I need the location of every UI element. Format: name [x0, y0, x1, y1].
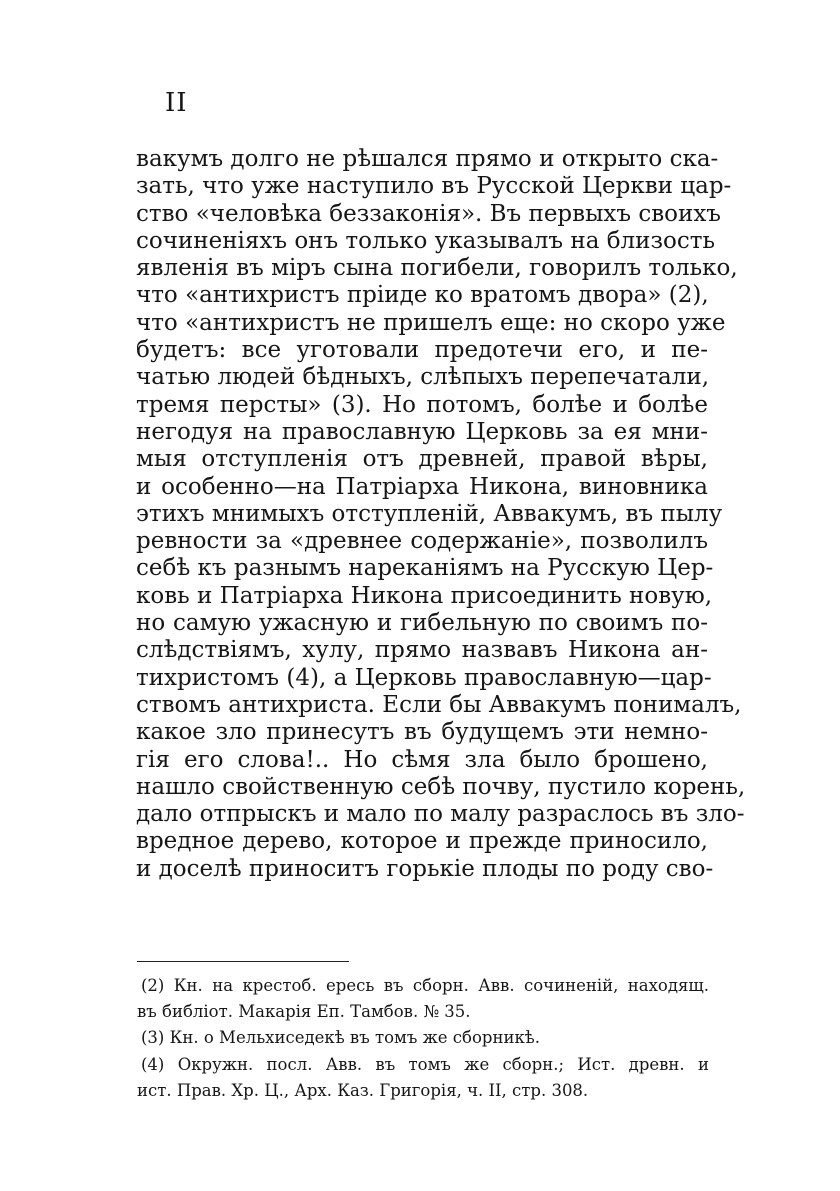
- text-line: явленія въ міръ сына погибели, говорилъ только,: [136, 255, 738, 282]
- text-line: вредное дерево, которое и прежде приносило,: [136, 828, 708, 855]
- text-line: какое зло принесутъ въ будущемъ эти немно-: [136, 719, 708, 746]
- text-line: гія его слова!.. Но сѣмя зла было брошено,: [136, 746, 708, 773]
- text-line: тремя персты» (3). Но потомъ, болѣе и болѣе: [136, 391, 708, 418]
- text-line: что «антихристъ не пришелъ еще: но скоро уже: [136, 309, 726, 336]
- text-line: этихъ мнимыхъ отступленій, Аввакумъ, въ пылу: [136, 500, 723, 527]
- text-line: будетъ: все уготовали предотечи его, и пе-: [136, 337, 708, 364]
- footnotes: [137, 973, 709, 1104]
- text-line: и доселѣ приноситъ горькіе плоды по роду сво-: [136, 855, 714, 882]
- page-number: II: [165, 88, 188, 118]
- text-line: негодуя на православную Церковь за ея мни-: [136, 418, 708, 445]
- footnote-3: [137, 1025, 709, 1051]
- footnote-line: (2) Кн. на крестоб. ересь въ сборн. Авв. сочиненій, находящ.: [141, 976, 709, 995]
- footnote-line: (3) Кн. о Мельхиседекѣ въ томъ же сборникѣ.: [141, 1028, 540, 1048]
- text-line: дало отпрыскъ и мало по малу разраслось въ зло-: [136, 801, 745, 828]
- text-line: но самую ужасную и гибельную по своимъ по-: [136, 610, 708, 637]
- text-line: тихристомъ (4), а Церковь православную—цар-: [136, 664, 712, 691]
- text-line: чатью людей бѣдныхъ, слѣпыхъ перепечатали,: [136, 364, 710, 391]
- text-line: вакумъ долго не рѣшался прямо и открыто ска-: [136, 146, 719, 172]
- text-line: что «антихристъ пріиде ко вратомъ двора» (2),: [136, 282, 709, 309]
- text-line: себѣ къ разнымъ нареканіямъ на Русскую Цер-: [136, 555, 714, 582]
- text-line: и особенно—на Патріарха Никона, виновника: [136, 473, 708, 500]
- footnote-line: (4) Окружн. посл. Авв. въ томъ же сборн.; Ист. древн. и: [141, 1054, 709, 1074]
- text-line: ковь и Патріарха Никона присоединить новую,: [136, 582, 713, 609]
- footnote-4: [137, 1052, 709, 1104]
- footnote-2: [137, 973, 709, 1025]
- main-text: [136, 146, 746, 883]
- text-line: зать, что уже наступило въ Русской Церкви цар-: [136, 173, 732, 200]
- text-line: слѣдствіямъ, хулу, прямо назвавъ Никона ан-: [136, 637, 708, 664]
- text-line: нашло свойственную себѣ почву, пустило корень,: [136, 773, 746, 800]
- text-line: ствомъ антихриста. Если бы Аввакумъ понималъ,: [136, 691, 742, 718]
- text-line: мыя отступленія отъ древней, правой вѣры,: [136, 446, 708, 473]
- text-line: ревности за «древнее содержаніе», позволилъ: [136, 528, 708, 555]
- text-line: ство «человѣка беззаконія». Въ первыхъ своихъ: [136, 200, 721, 227]
- text-line: сочиненіяхъ онъ только указывалъ на близость: [136, 227, 716, 254]
- footnote-line: въ библіот. Макарія Еп. Тамбов. № 35.: [137, 1002, 471, 1022]
- footnote-separator: [137, 961, 349, 962]
- footnote-line: ист. Прав. Хр. Ц., Арх. Каз. Григорія, ч. II, стр. 308.: [137, 1080, 589, 1100]
